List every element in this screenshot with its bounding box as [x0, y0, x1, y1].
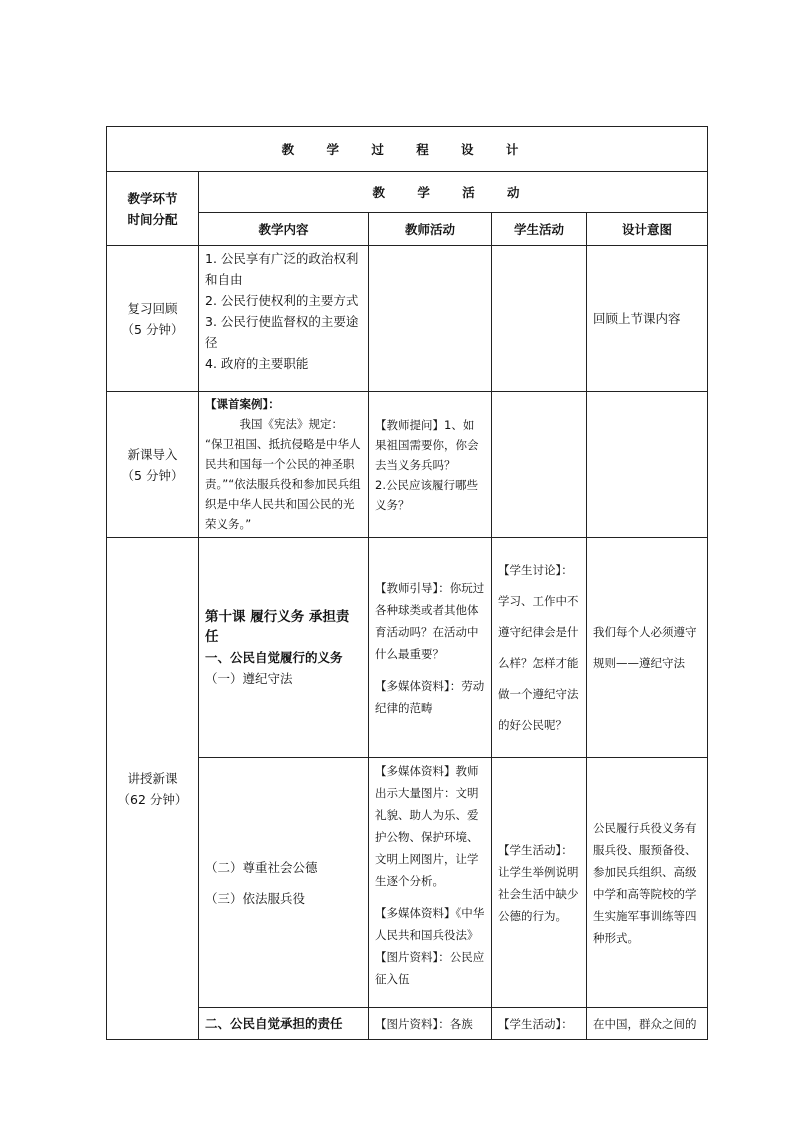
col-header-content: 教学内容 [199, 213, 369, 246]
teacher-cell-intro [369, 392, 492, 538]
student-cell-part2: 【学生活动】：让学生举例说明社会生活中缺少公德的行为。 [492, 758, 587, 1008]
student-cell-part3: 【学生活动】： [492, 1008, 587, 1040]
content-cell-part3: 二、公民自觉承担的责任 [199, 1008, 369, 1040]
stage-cell-review [107, 246, 199, 392]
teacher-question-1: 【教师提问】1、如果祖国需要你，你会去当义务兵吗？ [375, 417, 479, 472]
teacher-cell-part3: 【图片资料】：各族 [369, 1008, 492, 1040]
table-title: 教 学 过 程 设 计 [107, 127, 708, 172]
stage-header [107, 172, 199, 246]
col-header-teacher: 教师活动 [369, 213, 492, 246]
content-cell-part1 [199, 538, 369, 758]
student-cell-part1: 【学生讨论】：学习、工作中不遵守纪律会是什么样？怎样才能做一个遵纪守法的好公民呢？ [492, 538, 587, 758]
teacher-cell-review [369, 246, 492, 392]
stage-time: （5 分钟） [121, 467, 184, 483]
section-item-3: （三）依法服兵役 [205, 890, 306, 906]
intent-cell-part2: 公民履行兵役义务有服兵役、服预备役、参加民兵组织、高级中学和高等院校的学生实施军事训练等四种形式。 [587, 758, 708, 1008]
case-text: 我国《宪法》规定： [239, 417, 343, 431]
stage-name: 新课导入 [127, 446, 178, 462]
stage-name: 复习回顾 [127, 300, 178, 316]
student-cell-review [492, 246, 587, 392]
table-row-lesson-part1 [107, 538, 708, 758]
intent-cell-part1: 我们每个人必须遵守规则——遵纪守法 [587, 538, 708, 758]
teaching-process-table [106, 126, 708, 1040]
review-point-4: 4. 政府的主要职能 [205, 356, 309, 371]
stage-cell-new-lesson [107, 538, 199, 1040]
case-label: 【课首案例】： [205, 397, 280, 411]
review-point-3: 3. 公民行使监督权的主要途径 [205, 314, 359, 350]
stage-header-line2: 时间分配 [127, 211, 178, 227]
intent-cell-review: 回顾上节课内容 [587, 246, 708, 392]
intent-cell-intro [587, 392, 708, 538]
table-row-review [107, 246, 708, 392]
intent-cell-part3: 在中国，群众之间的 [587, 1008, 708, 1040]
review-point-2: 2. 公民行使权利的主要方式 [205, 293, 359, 308]
col-header-intent: 设计意图 [587, 213, 708, 246]
teacher-media-law: 【多媒体资料】《中华人民共和国兵役法》 [375, 906, 485, 942]
teacher-picture: 【图片资料】：公民应征入伍 [375, 950, 485, 986]
content-cell-intro [199, 392, 369, 538]
section-item-1: （一）遵纪守法 [205, 670, 293, 686]
case-quote: “保卫祖国、抵抗侵略是中华人民共和国每一个公民的神圣职责。”“依法服兵役和参加民兵组织是中华人民共和国公民的光荣义务。” [205, 437, 361, 531]
stage-header-line1: 教学环节 [127, 190, 178, 206]
stage-time: （62 分钟） [117, 791, 188, 807]
teacher-media: 【多媒体资料】：劳动纪律的范畴 [375, 678, 485, 715]
student-cell-intro [492, 392, 587, 538]
stage-cell-intro [107, 392, 199, 538]
teacher-cell-part2 [369, 758, 492, 1008]
content-cell-review [199, 246, 369, 392]
activity-header: 教 学 活 动 [199, 172, 708, 213]
review-point-1: 1. 公民享有广泛的政治权利和自由 [205, 251, 359, 287]
section-title-1: 一、公民自觉履行的义务 [205, 649, 343, 665]
lesson-title: 第十课 履行义务 承担责任 [205, 608, 350, 645]
teacher-guide: 【教师引导】：你玩过各种球类或者其他体育活动吗？在活动中什么最重要？ [375, 580, 485, 661]
stage-time: （5 分钟） [121, 321, 184, 337]
teacher-media-images: 【多媒体资料】教师出示大量图片：文明礼貌、助人为乐、爱护公物、保护环境、文明上网图片，让学生逐个分析。 [375, 764, 479, 888]
teacher-question-2: 2.公民应该履行哪些义务？ [375, 477, 478, 512]
col-header-student: 学生活动 [492, 213, 587, 246]
section-item-2: （二）尊重社会公德 [205, 859, 318, 875]
stage-name: 讲授新课 [127, 770, 178, 786]
teacher-cell-part1 [369, 538, 492, 758]
table-row-intro [107, 392, 708, 538]
content-cell-part2 [199, 758, 369, 1008]
